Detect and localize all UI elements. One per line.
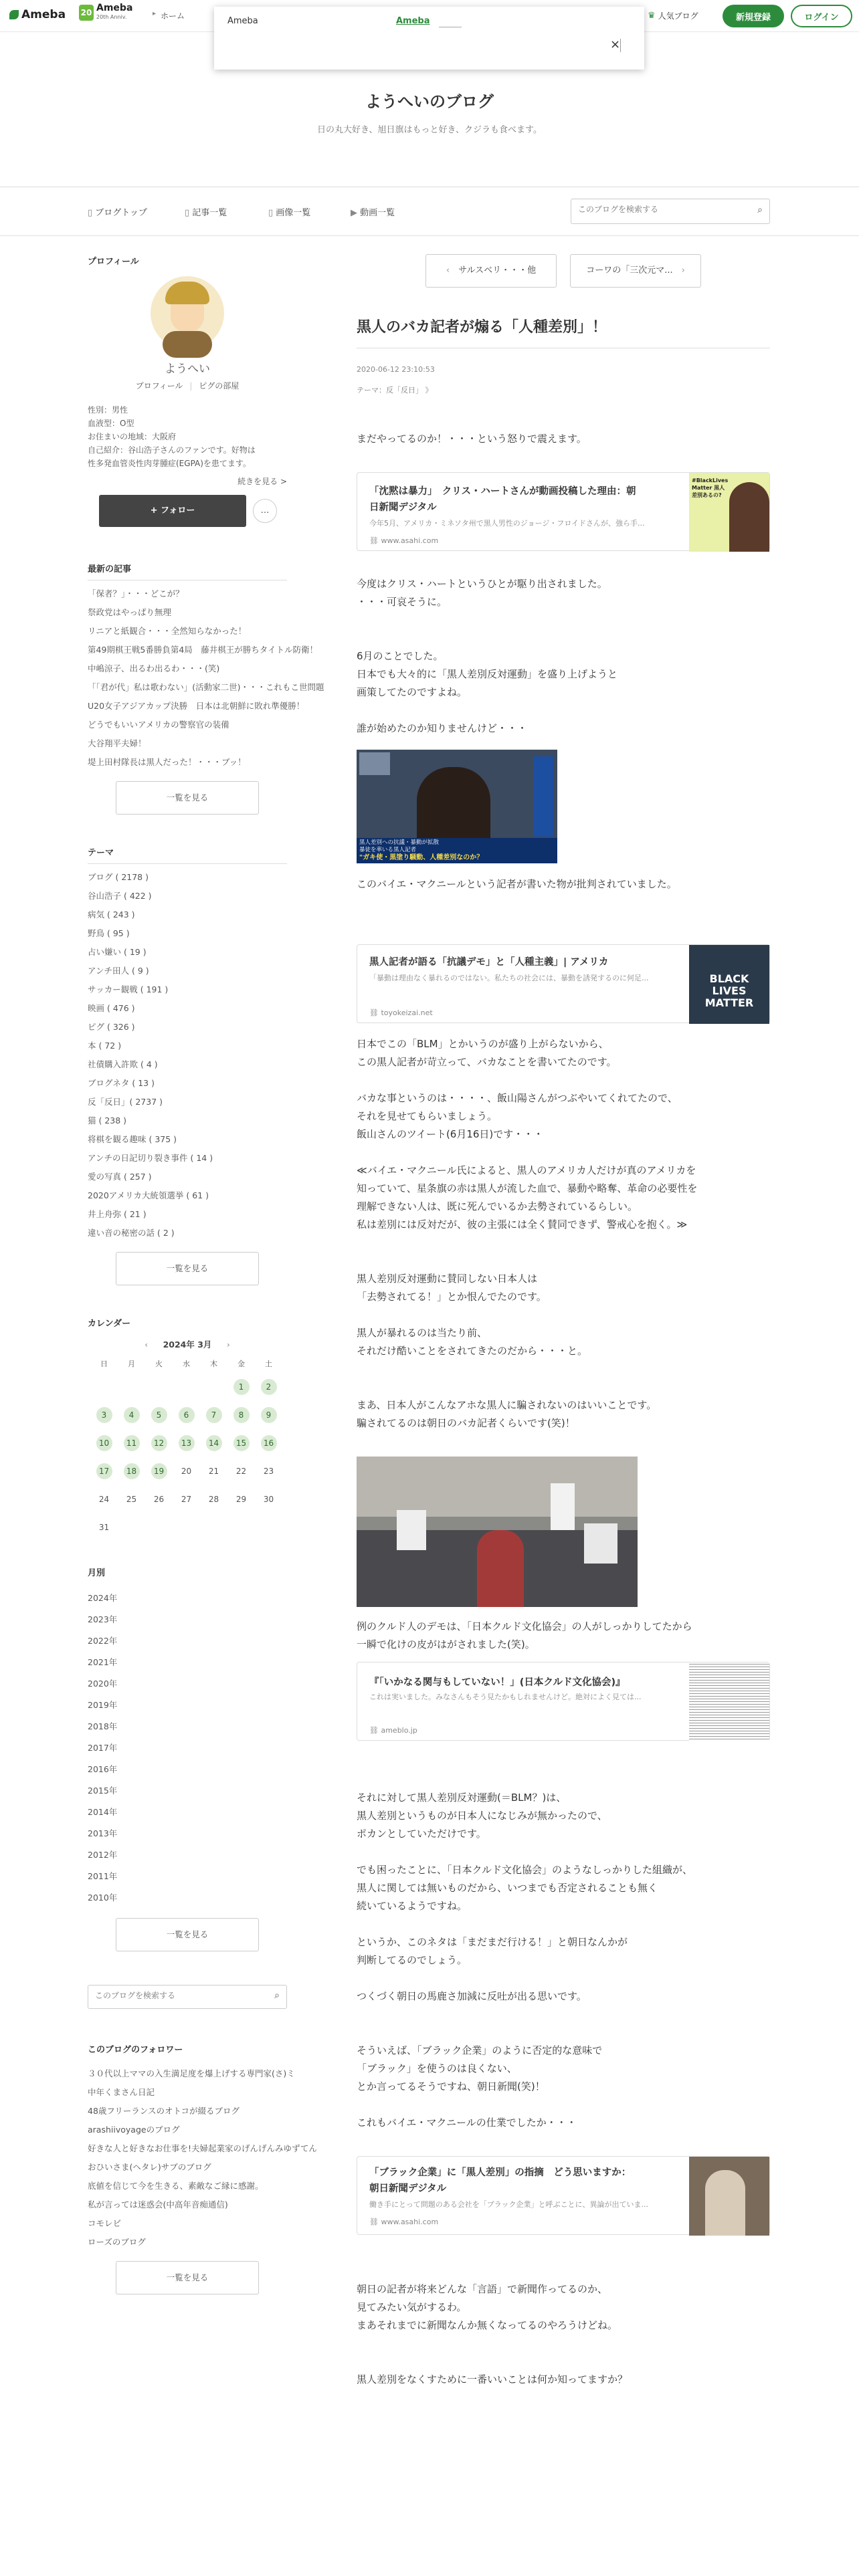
- photo-sign: [397, 1510, 426, 1550]
- follower-link[interactable]: コモレビ: [88, 2218, 122, 2228]
- follower-link[interactable]: ローズのブログ: [88, 2237, 146, 2247]
- calendar-cell: [90, 1401, 118, 1429]
- calendar-day-with-post[interactable]: 1: [233, 1379, 250, 1395]
- calendar-day-with-post[interactable]: 5: [151, 1407, 167, 1423]
- calendar-day: 31: [98, 1523, 110, 1532]
- themes-more-button[interactable]: 一覧を見る: [116, 1252, 259, 1285]
- paragraph: 今度はクリス・ハートというひとが駆り出されました。 ・・・可哀そうに。: [357, 578, 607, 608]
- month-archive-link[interactable]: 2012年: [88, 1850, 118, 1860]
- calendar-cell: [173, 1457, 200, 1485]
- month-archive-link[interactable]: 2017年: [88, 1743, 118, 1753]
- calendar-prev-icon[interactable]: ‹: [145, 1339, 149, 1350]
- calendar-day-with-post[interactable]: 17: [96, 1463, 112, 1479]
- link-card-source: ⛓ ameblo.jp: [369, 1726, 417, 1735]
- profile-link[interactable]: プロフィール: [135, 381, 183, 391]
- popup-ameba-link[interactable]: Ameba: [396, 16, 430, 26]
- search-icon[interactable]: ⌕: [274, 1990, 280, 2001]
- sidebar: [88, 254, 324, 2294]
- video-thumbnail[interactable]: [357, 750, 557, 863]
- link-card-toyokeizai[interactable]: [357, 944, 770, 1023]
- sidebar-search-box[interactable]: [88, 1985, 287, 2009]
- month-archive-link[interactable]: 2021年: [88, 1657, 118, 1667]
- paragraph: まあ、日本人がこんなアホな黒人に騙されないのはいいことです。 騙されてるのは朝日のバカ記者くらいです(笑)！: [357, 1399, 657, 1429]
- video-caption-bar: 黒人差別への抗議・暴動が拡散 暴徒を率いる黒人記者 "ガキ使・黒塗り騒動、人種差別なのか？: [357, 838, 557, 863]
- pig-room-link[interactable]: ピグの部屋: [199, 381, 240, 391]
- weekday-label: 月: [128, 1360, 135, 1368]
- avatar[interactable]: [151, 276, 224, 350]
- paragraph: つくづく朝日の馬鹿さ加減に反吐が出る思いです。: [357, 1990, 587, 2002]
- paragraph: 黒人差別反対運動に賛同しない日本人は 「去勢されてる！」とか恨んでたのです。: [357, 1273, 547, 1303]
- calendar-day: 28: [208, 1495, 219, 1504]
- nav-videos[interactable]: ▶ 動画一覧: [351, 208, 395, 218]
- calendar-day: 30: [263, 1495, 274, 1504]
- blog-title[interactable]: ようへいのブログ: [365, 92, 494, 111]
- profile-more-link[interactable]: 続きを見る >: [237, 477, 287, 486]
- ameba-popup: Ameba Ameba ×: [214, 7, 644, 70]
- link-card-asahi-2[interactable]: [357, 2156, 770, 2235]
- theme-link[interactable]: 将棋を観る趣味 ( 375 ): [88, 1134, 177, 1144]
- calendar-day-with-post[interactable]: 6: [179, 1407, 195, 1423]
- calendar-cell: [118, 1401, 145, 1429]
- follower-link[interactable]: 底値を信じて今を生きる、素敵なご縁に感謝。: [88, 2181, 264, 2191]
- recent-entry-link[interactable]: リニアと紙観合・・・全然知らなかった！: [88, 626, 247, 636]
- month-archive-link[interactable]: 2019年: [88, 1700, 118, 1710]
- avatar-body: [163, 331, 212, 358]
- home-icon: ▯: [88, 208, 93, 218]
- article-date: 2020-06-12 23:10:53: [357, 365, 435, 374]
- monthly-archive: [88, 1566, 287, 1951]
- calendar-day: 22: [235, 1467, 247, 1476]
- month-archive-link[interactable]: 2018年: [88, 1721, 118, 1731]
- article-theme-link[interactable]: テーマ：反「反日」 》: [357, 386, 433, 395]
- calendar-cell: [227, 1485, 255, 1513]
- recent-entries: [88, 562, 324, 815]
- follower-link[interactable]: 中年くまさん日記: [88, 2087, 155, 2097]
- thumbnail-text: #BlackLives Matter 黒人差別あるの?: [692, 477, 729, 498]
- calendar-cell: [145, 1373, 173, 1401]
- calendar-cell: [227, 1429, 255, 1457]
- theme-link[interactable]: サッカー観戦 ( 191 ): [88, 984, 169, 994]
- paragraph: 日本でこの「BLM」とかいうのが盛り上がらないから、 この黒人記者が苛立って、バカなことを書いてたのです。: [357, 1038, 617, 1068]
- calendar-cell: [255, 1401, 282, 1429]
- calendar-day: 26: [153, 1495, 165, 1504]
- calendar-cell: [173, 1373, 200, 1401]
- avatar-hat: [165, 282, 209, 304]
- theme-link[interactable]: 猫 ( 238 ): [88, 1115, 127, 1125]
- ameba-20th-logo[interactable]: 20 Ameba 20th Anniv.: [79, 4, 132, 21]
- weekday-label: 土: [265, 1360, 272, 1368]
- theme-link[interactable]: 違い音の秘密の話 ( 2 ): [88, 1228, 175, 1238]
- calendar-cell: [90, 1485, 118, 1513]
- weekday-label: 水: [183, 1360, 190, 1368]
- video-icon: ▶: [351, 208, 357, 218]
- theme-link[interactable]: アンチの日記切り裂き事件 ( 14 ): [88, 1153, 213, 1163]
- theme-link[interactable]: 社債購入許欺 ( 4 ): [88, 1059, 158, 1069]
- link-card-source: ⛓ www.asahi.com: [369, 2218, 439, 2226]
- paragraph: 6月のことでした。 日本でも大々的に「黒人差別反対運動」を盛り上げようと 画策してたのですよね。: [357, 650, 618, 698]
- calendar-cell: [173, 1485, 200, 1513]
- blog-nav: [0, 188, 859, 236]
- thumbnail-text: BLACK LIVES MATTER: [704, 972, 754, 1009]
- prev-article-button[interactable]: ‹ サルスベリ・・・他: [425, 254, 557, 288]
- month-archive-link[interactable]: 2024年: [88, 1593, 118, 1603]
- calendar-day-with-post[interactable]: 4: [124, 1407, 140, 1423]
- calendar-heading: カレンダー: [88, 1319, 131, 1329]
- profile-line: 性別：男性: [88, 405, 128, 415]
- recent-entry-link[interactable]: 堤上田村隊長は黒人だった！・・・ブッ！: [88, 757, 246, 767]
- link-card-desc: 今年5月、アメリカ・ミネソタ州で黒人男性のジョージ・フロイドさんが、強ら手...: [369, 519, 645, 528]
- sidebar-search-input[interactable]: [95, 1991, 262, 2000]
- paragraph: それに対して黒人差別反対運動(＝BLM？)は、 黒人差別というものが日本人になじみが無かったので、 ポカンとしていただけです。: [357, 1792, 607, 1840]
- paragraph: このバイエ・マクニールという記者が書いた物が批判されていました。: [357, 878, 677, 890]
- calendar-day-with-post[interactable]: 9: [261, 1407, 277, 1423]
- photo-building: [357, 1457, 638, 1517]
- nav-blog-top[interactable]: ▯ ブログトップ: [88, 208, 147, 218]
- theme-link[interactable]: ブログ ( 2178 ): [88, 872, 149, 882]
- link-card-desc: 「暴動は理由なく暴れるのではない。私たちの社会には、暴動を誘発するのに何足...: [369, 974, 649, 982]
- search-icon[interactable]: ⌕: [757, 205, 763, 215]
- recent-entry-link[interactable]: 第49期棋王戦5番勝負第4局 藤井棋王が勝ちタイトル防衛！: [88, 645, 318, 655]
- recent-entry-link[interactable]: 祭政党はやっぱり無理: [88, 607, 172, 617]
- anniversary-icon: 20: [79, 5, 94, 21]
- theme-link[interactable]: ブログネタ ( 13 ): [88, 1078, 155, 1088]
- register-button[interactable]: 新規登録: [723, 5, 784, 27]
- monthly-heading: 月別: [88, 1568, 106, 1578]
- paragraph: でも困ったことに、「日本クルド文化協会」のようなしっかりした組織が、 黒人に関しては無いものだから、いつまでも否定されることも無く 続いているようですね。: [357, 1864, 693, 1912]
- recent-entry-link[interactable]: 「「君が代」私は歌わない」(活動家二世)・・・これもこ世問題: [88, 682, 324, 692]
- theme-link[interactable]: 占い嫌い ( 19 ): [88, 947, 147, 957]
- paragraph: これもバイエ・マクニールの仕業でしたか・・・: [357, 2117, 577, 2129]
- calendar-cell: [255, 1429, 282, 1457]
- weekday-label: 火: [155, 1360, 163, 1368]
- link-card-source: ⛓ www.asahi.com: [369, 536, 439, 545]
- month-archive-link[interactable]: 2010年: [88, 1893, 118, 1903]
- theme-link[interactable]: アンチ田人 ( 9 ): [88, 966, 149, 976]
- calendar-month: 2024年 3月: [163, 1339, 212, 1350]
- video-inset: [359, 752, 390, 775]
- blog-header: [0, 32, 859, 187]
- followers-section: [88, 2042, 317, 2294]
- ameba-leaf-icon: [9, 10, 19, 19]
- profile-details: [88, 403, 287, 470]
- calendar-day-with-post[interactable]: 18: [124, 1463, 140, 1479]
- weekday-label: 木: [210, 1360, 217, 1368]
- follow-row: [88, 495, 287, 527]
- calendar-day-with-post[interactable]: 8: [233, 1407, 250, 1423]
- calendar-cell: [118, 1429, 145, 1457]
- profile-line: 自己紹介：谷山浩子さんのファンです。好物は: [88, 445, 256, 455]
- calendar-cell: [145, 1513, 173, 1541]
- calendar-cell: [227, 1513, 255, 1541]
- calendar-next-icon[interactable]: ›: [226, 1339, 230, 1350]
- calendar-day: 29: [235, 1495, 247, 1504]
- recent-entry-link[interactable]: 大谷翔平夫婦！: [88, 738, 147, 748]
- pager: [357, 254, 770, 288]
- themes-section: [88, 845, 287, 1285]
- photo-sign: [551, 1483, 575, 1530]
- image-icon: ▯: [268, 208, 274, 218]
- paragraph: 例のクルド人のデモは、「日本クルド文化協会」の人がしっかりしてたから 一瞬で化けの皮がはがされました(笑)。: [357, 1620, 692, 1650]
- breadcrumb-sep-icon: ▸: [153, 10, 157, 17]
- calendar-cell: [90, 1373, 118, 1401]
- calendar-day-with-post[interactable]: 11: [124, 1435, 140, 1451]
- calendar-cell: [118, 1513, 145, 1541]
- theme-link[interactable]: 2020アメリカ大統領選挙 ( 61 ): [88, 1190, 209, 1200]
- video-side-banner: [533, 756, 553, 837]
- calendar-cell: [255, 1513, 282, 1541]
- theme-link[interactable]: 谷山浩子 ( 422 ): [88, 891, 152, 901]
- follower-link[interactable]: 好きな人と好きなお仕事を!夫婦起業家のげんげんみゆずてん: [88, 2143, 317, 2153]
- calendar-cell: [200, 1429, 227, 1457]
- weekday-label: 日: [100, 1360, 108, 1368]
- article-body: [357, 430, 770, 2389]
- theme-link[interactable]: 反「反日」( 2737 ): [88, 1097, 163, 1107]
- calendar-section: [88, 1316, 287, 1541]
- calendar-cell: [90, 1429, 118, 1457]
- month-archive-link[interactable]: 2020年: [88, 1679, 118, 1689]
- profile-name[interactable]: ようへい: [165, 362, 210, 376]
- theme-link[interactable]: 愛の写真 ( 257 ): [88, 1172, 152, 1182]
- followers-more-button[interactable]: 一覧を見る: [116, 2261, 259, 2294]
- month-archive-link[interactable]: 2016年: [88, 1764, 118, 1774]
- calendar-cell: [200, 1401, 227, 1429]
- login-button[interactable]: ログイン: [791, 5, 852, 27]
- calendar-cell: [227, 1457, 255, 1485]
- paragraph: 誰が始めたのか知りませんけど・・・: [357, 722, 528, 734]
- calendar-cell: [145, 1457, 173, 1485]
- paragraph: そういえば、「ブラック企業」のように否定的な意味で 「ブラック」を使うのは良くない、 とか言ってるそうですね、朝日新聞(笑)！: [357, 2044, 603, 2092]
- month-archive-link[interactable]: 2023年: [88, 1614, 118, 1624]
- link-card-thumbnail: [689, 945, 769, 1024]
- profile-links: プロフィール | ピグの部屋: [135, 381, 240, 391]
- calendar-day: 25: [126, 1495, 137, 1504]
- themes-heading: テーマ: [88, 845, 287, 864]
- profile-heading: プロフィール: [88, 257, 139, 267]
- photo-sign: [584, 1523, 617, 1564]
- calendar-cell: [255, 1457, 282, 1485]
- calendar-grid: [90, 1354, 282, 1541]
- recent-entry-link[interactable]: 中嶋涼子、出るわ出るわ・・・(笑): [88, 663, 220, 673]
- nav-images[interactable]: ▯ 画像一覧: [268, 208, 311, 218]
- calendar-cell: [173, 1513, 200, 1541]
- link-card-thumbnail: [689, 1662, 769, 1741]
- link-card-title: 黒人記者が語る「抗議デモ」と「人種主義」| アメリカ: [369, 957, 609, 968]
- calendar-cell: [200, 1485, 227, 1513]
- calendar-day-with-post[interactable]: 10: [96, 1435, 112, 1451]
- calendar-cell: [227, 1373, 255, 1401]
- follow-button[interactable]: + フォロー: [99, 495, 246, 527]
- monthly-more-button[interactable]: 一覧を見る: [116, 1918, 259, 1951]
- ameba-logo[interactable]: Ameba: [9, 8, 66, 21]
- profile-line: 性多発血管炎性肉芽腫症(EGPA)を患てます。: [88, 459, 251, 468]
- calendar-day: 21: [208, 1467, 219, 1476]
- recent-heading: 最新の記事: [88, 562, 287, 580]
- calendar-cell: [255, 1373, 282, 1401]
- follower-link[interactable]: arashiivoyageのブログ: [88, 2125, 180, 2135]
- calendar-cell: [118, 1485, 145, 1513]
- demo-photo[interactable]: [357, 1457, 638, 1607]
- thumbnail-person: [729, 482, 769, 552]
- calendar-cell: [227, 1401, 255, 1429]
- follower-link[interactable]: 48歳フリーランスのオトコが綴るブログ: [88, 2106, 240, 2116]
- theme-link[interactable]: 井上舟弥 ( 21 ): [88, 1209, 147, 1219]
- thumbnail-person: [705, 2170, 745, 2236]
- theme-link[interactable]: 病気 ( 243 ): [88, 909, 135, 920]
- link-card-asahi-1[interactable]: [357, 472, 770, 551]
- calendar-day-with-post[interactable]: 16: [261, 1435, 277, 1451]
- next-article-button[interactable]: コーワの「三次元マ... ›: [570, 254, 701, 288]
- calendar-cell: [200, 1457, 227, 1485]
- follower-link[interactable]: おひいさま(ヘタレ)サブのブログ: [88, 2162, 211, 2172]
- calendar-cell: [90, 1457, 118, 1485]
- calendar-day-with-post[interactable]: 7: [206, 1407, 222, 1423]
- calendar-month-row: [88, 1338, 287, 1350]
- recent-entry-link[interactable]: U20女子アジアカップ決勝 日本は北朝鮮に敗れ準優勝！: [88, 701, 305, 711]
- calendar-cell: [145, 1485, 173, 1513]
- theme-link[interactable]: 野鳥 ( 95 ): [88, 928, 130, 938]
- calendar-cell: [118, 1457, 145, 1485]
- calendar-day: 24: [98, 1495, 110, 1504]
- quote-paragraph: ≪バイエ・マクニール氏によると、黒人のアメリカ人だけが真のアメリカを 知っていて、星条旗の赤は黒人が流した血で、暴動や略奪、革命の必要性を 理解できない人は、既に死んでいるか去勢されているらしい。 私は差別には反対だが、彼の主張には全く賛同できず、警戒心を抱く。≫: [357, 1164, 698, 1230]
- link-card-source: ⛓ toyokeizai.net: [369, 1008, 433, 1017]
- theme-link[interactable]: 本 ( 72 ): [88, 1041, 122, 1051]
- calendar-cell: [90, 1513, 118, 1541]
- paragraph: まだやってるのか！・・・という怒りで震えます。: [357, 433, 587, 445]
- theme-link[interactable]: 映画 ( 476 ): [88, 1003, 135, 1013]
- recent-more-button[interactable]: 一覧を見る: [116, 781, 259, 815]
- article-title[interactable]: 黒人のバカ記者が煽る「人種差別」！: [357, 317, 770, 348]
- home-link[interactable]: ホーム: [161, 11, 185, 21]
- calendar-cell: [173, 1401, 200, 1429]
- paragraph: バカな事というのは・・・・、飯山陽さんがつぶやいてくれてたので、 それを見せてもらいましょう。 飯山さんのツイート(6月16日)です・・・: [357, 1092, 678, 1140]
- link-card-thumbnail: [689, 473, 769, 552]
- calendar-day-with-post[interactable]: 15: [233, 1435, 250, 1451]
- paragraph: 黒人差別をなくすために一番いいことは何か知ってますか？: [357, 2373, 628, 2385]
- recent-entry-link[interactable]: 「保者？」・・・どこが？: [88, 588, 184, 599]
- more-options-icon[interactable]: …: [253, 499, 277, 523]
- link-icon: ⛓: [369, 1726, 379, 1735]
- link-icon: ⛓: [369, 536, 379, 545]
- link-icon: ⛓: [369, 1008, 379, 1017]
- follower-link[interactable]: 私が言っては迷惑会(中高年音痴通信): [88, 2199, 228, 2210]
- calendar-cell: [145, 1429, 173, 1457]
- calendar-cell: [200, 1513, 227, 1541]
- month-archive-link[interactable]: 2022年: [88, 1636, 118, 1646]
- document-icon: ▯: [185, 208, 190, 218]
- photo-person: [477, 1530, 524, 1607]
- blog-description: 日の丸大好き、旭日旗はもっと好き、クジラも食べます。: [317, 125, 542, 135]
- article: [357, 254, 770, 2389]
- link-card-title: 『「いかなる関与もしていない！」(日本クルド文化協会)』: [369, 1677, 626, 1688]
- calendar-cell: [255, 1485, 282, 1513]
- blog-search-input[interactable]: [578, 205, 745, 214]
- calendar-day-with-post[interactable]: 12: [151, 1435, 167, 1451]
- paragraph: 黒人が暴れるのは当たり前、 それだけ酷いことをされてきたのだから・・・と。: [357, 1327, 588, 1357]
- calendar-day-with-post[interactable]: 3: [96, 1407, 112, 1423]
- calendar-cell: [173, 1429, 200, 1457]
- calendar-day-with-post[interactable]: 14: [206, 1435, 222, 1451]
- paragraph: というか、このネタは「まだまだ行ける！」と朝日なんかが 判断してるのでしょう。: [357, 1936, 628, 1966]
- calendar-cell: [118, 1373, 145, 1401]
- link-icon: ⛓: [369, 2218, 379, 2226]
- blog-search-box[interactable]: [571, 199, 770, 224]
- video-person: [417, 767, 490, 847]
- profile-line: お住まいの地域：大阪府: [88, 432, 177, 441]
- calendar-cell: [145, 1401, 173, 1429]
- calendar-day-with-post[interactable]: 13: [179, 1435, 195, 1451]
- weekday-label: 金: [237, 1360, 245, 1368]
- calendar-day: 23: [263, 1467, 274, 1476]
- paragraph: 朝日の記者が将来どんな「言語」で新聞作ってるのか、 見てみたい気がするわ。 まあそれまでに新聞なんか無くなってるのやろうけどね。: [357, 2283, 618, 2331]
- nav-entries[interactable]: ▯ 記事一覧: [185, 208, 227, 218]
- calendar-day-with-post[interactable]: 19: [151, 1463, 167, 1479]
- recent-entry-link[interactable]: どうでもいいアメリカの警察官の装備: [88, 720, 229, 730]
- link-card-ameblo[interactable]: [357, 1662, 770, 1741]
- followers-heading: このブログのフォロワー: [88, 2045, 183, 2055]
- month-archive-link[interactable]: 2011年: [88, 1871, 118, 1881]
- chevron-right-icon: ›: [681, 265, 685, 276]
- month-archive-link[interactable]: 2014年: [88, 1807, 118, 1817]
- crown-icon: ♛: [648, 11, 656, 21]
- popup-close-icon[interactable]: ×: [610, 37, 621, 51]
- link-card-thumbnail: [689, 2157, 769, 2236]
- link-card-desc: これは実いました。みなさんもそう見たかもしれませんけど。絶対によく見ては...: [369, 1693, 642, 1701]
- month-archive-link[interactable]: 2013年: [88, 1828, 118, 1838]
- profile-line: 血液型：O型: [88, 419, 134, 428]
- follower-link[interactable]: ３０代以上ママの入生満足度を爆上げする専門家(さ)ミ: [88, 2068, 295, 2078]
- calendar-day-with-post[interactable]: 2: [261, 1379, 277, 1395]
- theme-link[interactable]: ピグ ( 326 ): [88, 1022, 135, 1032]
- link-card-desc: 働き手にとって問題のある会社を「ブラック企業」と呼ぶことに、異論が出ていま...: [369, 2200, 649, 2209]
- month-archive-link[interactable]: 2015年: [88, 1786, 118, 1796]
- link-card-title: 「ブラック企業」に「黒人差別」の指摘 どう思いますか：朝日新聞デジタル: [369, 2167, 632, 2194]
- chevron-left-icon: ‹: [446, 265, 450, 276]
- link-card-title: 「沈黙は暴力」 クリス・ハートさんが動画投稿した理由：朝日新聞デジタル: [369, 486, 636, 513]
- popular-blog-link[interactable]: ♛ 人気ブログ: [648, 11, 698, 21]
- calendar-day: 27: [181, 1495, 192, 1504]
- calendar-day: 20: [181, 1467, 192, 1476]
- calendar-cell: [200, 1373, 227, 1401]
